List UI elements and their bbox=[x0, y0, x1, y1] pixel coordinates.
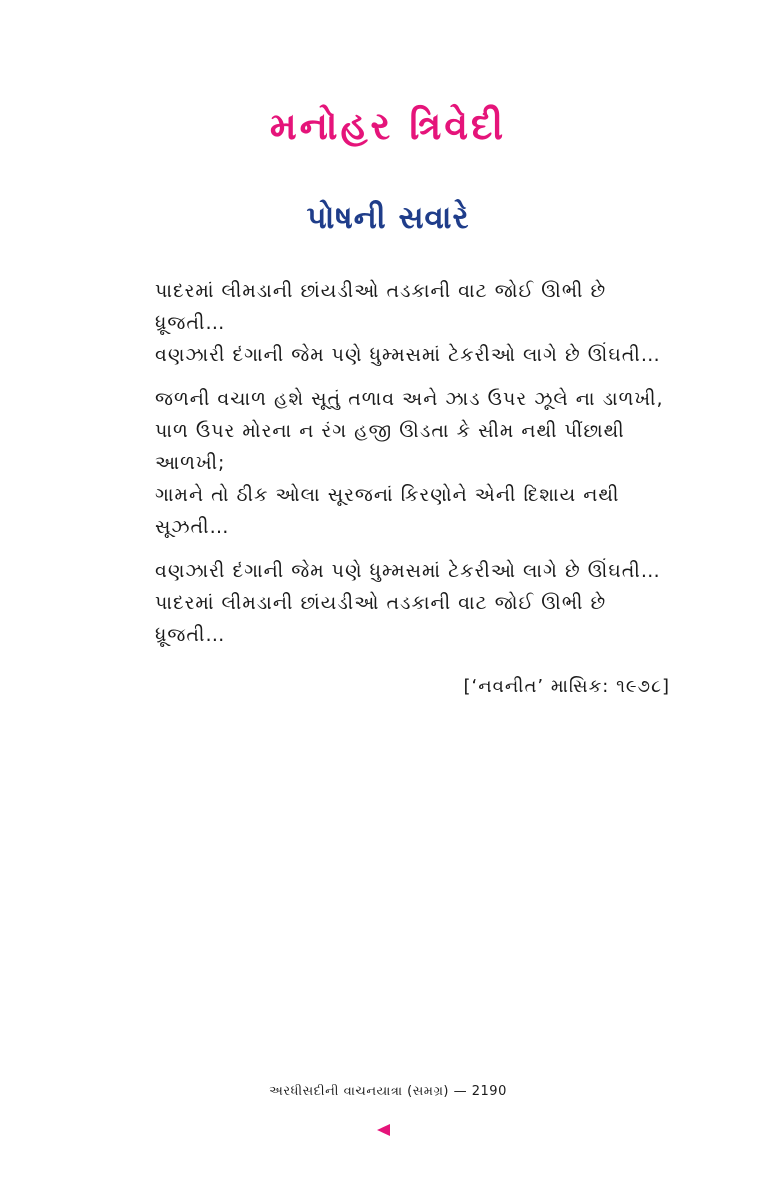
source-citation: [‘નવનીત’ માસિક: ૧૯૭૮] bbox=[463, 676, 670, 697]
page-footer: અરધીસદીની વાચનયાત્રા (સમગ્ર) — 2190 bbox=[269, 1084, 507, 1099]
poem-line: પાદરમાં લીમડાની છાંયડીઓ તડકાની વાટ જોઈ ઊભી છે bbox=[155, 592, 607, 614]
poem-line: ગામને તો ઠીક ઓલા સૂરજનાં કિરણોને એની દિશાય નથી bbox=[155, 484, 620, 506]
poem-line: પાદરમાં લીમડાની છાંયડીઓ તડકાની વાટ જોઈ ઊભી છે bbox=[155, 280, 607, 302]
triangle-left-icon[interactable] bbox=[377, 1124, 390, 1136]
poem-title: પોષની સવારે bbox=[306, 200, 470, 236]
author-name: મનોહર ત્રિવેદી bbox=[269, 104, 507, 148]
stanza-1 bbox=[155, 275, 685, 371]
stanza-3 bbox=[155, 555, 685, 651]
poem-line: ધ્રૂજતી… bbox=[155, 312, 226, 334]
poem-line: આળખી; bbox=[155, 452, 226, 474]
poem-line: પાળ ઉપર મોરના ન રંગ હજી ઊડતા કે સીમ નથી પીંછાથી bbox=[155, 420, 625, 442]
stanza-2 bbox=[155, 383, 685, 543]
poem-line: વણઝારી દંગાની જેમ પણે ધુમ્મસમાં ટેકરીઓ લાગે છે ઊંઘતી… bbox=[155, 344, 661, 366]
poem-body bbox=[155, 275, 685, 651]
poem-line: ધ્રૂજતી… bbox=[155, 624, 226, 646]
poem-line: વણઝારી દંગાની જેમ પણે ધુમ્મસમાં ટેકરીઓ લાગે છે ઊંઘતી… bbox=[155, 560, 661, 582]
poem-line: સૂઝતી… bbox=[155, 516, 230, 538]
poem-line: જળની વચાળ હશે સૂતું તળાવ અને ઝાડ ઉપર ઝૂલે ના ડાળખી, bbox=[155, 388, 664, 410]
